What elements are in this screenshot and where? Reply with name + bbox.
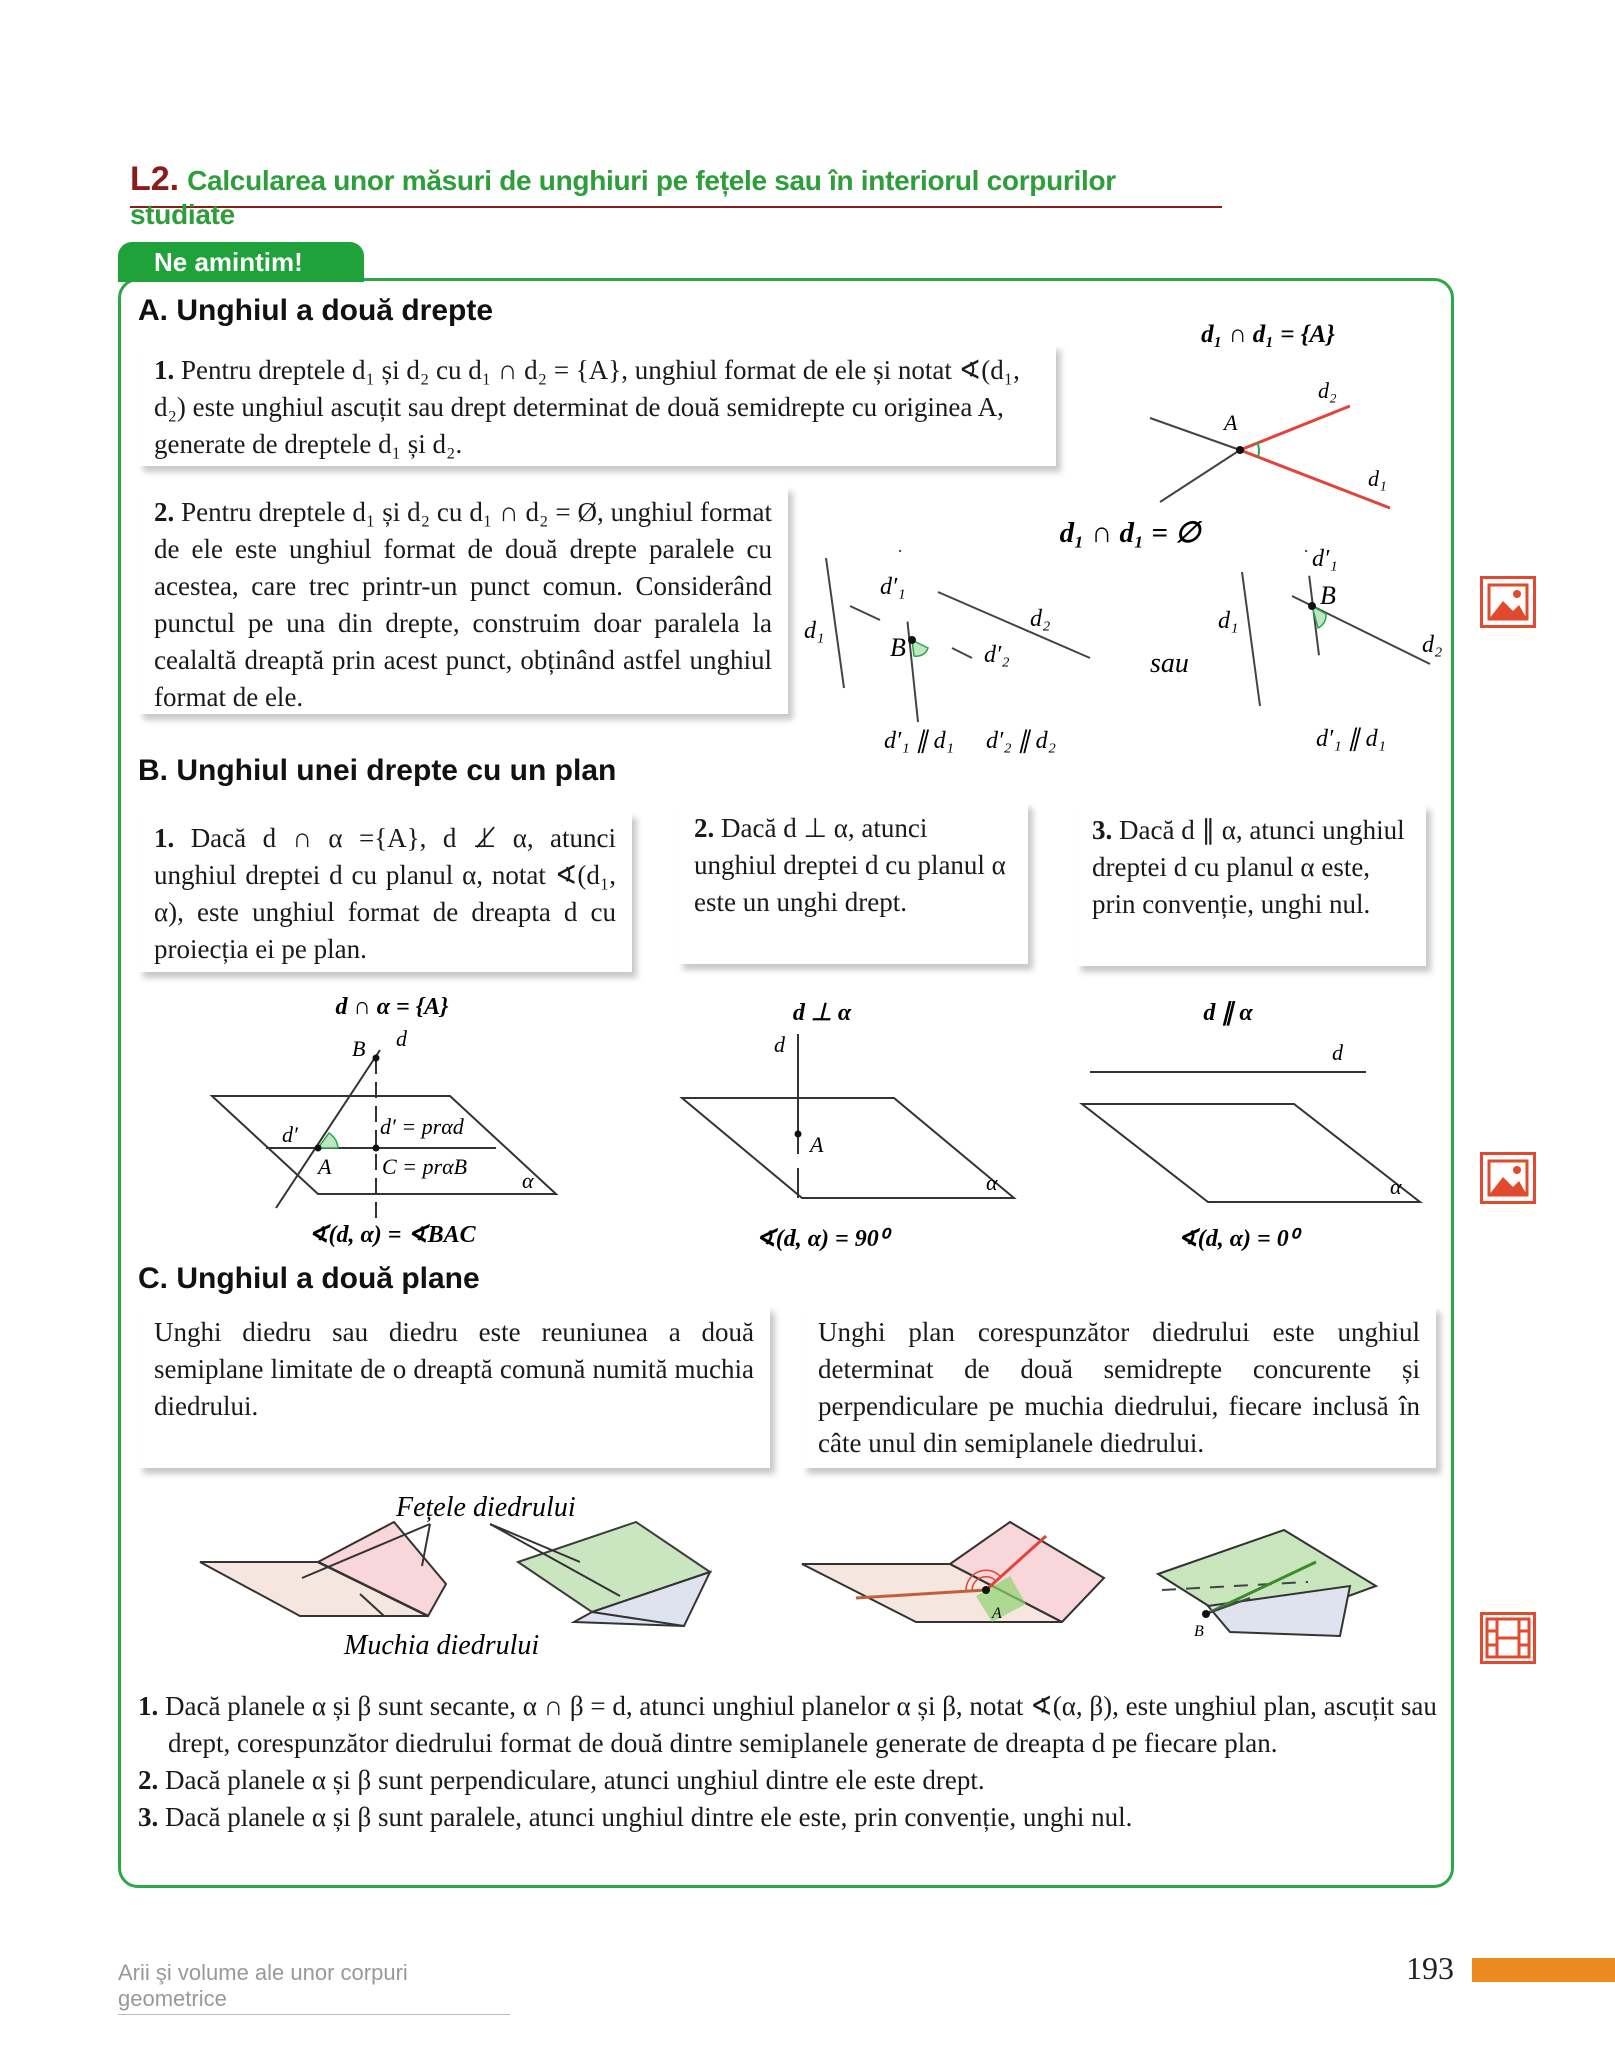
line-d1-right: [1242, 572, 1260, 706]
alpha-label: α: [1390, 1174, 1402, 1199]
d2-label: d₂: [1030, 606, 1051, 632]
point-c: [373, 1145, 380, 1152]
line-d1-prime-right: [1306, 550, 1326, 712]
d2-prime-label: d′₂: [984, 642, 1010, 668]
d1-label: d₁: [1218, 608, 1239, 634]
rule-number: 3.: [138, 1802, 159, 1832]
figure-caption-top: d ∩ α = {A}: [335, 994, 449, 1020]
a-label: A: [318, 1154, 332, 1179]
point-a: [1236, 446, 1244, 454]
or-word: sau: [1150, 648, 1189, 679]
section-c-box-dihedral: [138, 1306, 770, 1468]
image-icon[interactable]: [1480, 1152, 1536, 1204]
rule-2: [138, 1762, 1438, 1799]
item-number: 1.: [154, 355, 175, 385]
figure-caption-top: d ⊥ α: [792, 1000, 852, 1026]
item-text: Dacă d ⊥ α, atunci unghiul dreptei d cu planul α este un unghi drept.: [694, 813, 1006, 917]
rule-text: Dacă planele α și β sunt secante, α ∩ β = d, atunci unghiul planelor α și β, notat ∢(α, β), este unghiul plan, ascuțit sau drept, corespunzător diedrului format de două dintre semiplanele generate de dreapta d pe fiecare plan.: [165, 1691, 1437, 1758]
plane-alpha: [1082, 1104, 1420, 1202]
point-b-right: [1308, 602, 1316, 610]
item-text: Dacă d ∥ α, atunci unghiul dreptei d cu planul α este, prin convenție, unghi nul.: [1092, 815, 1405, 919]
d-label: d: [774, 1032, 785, 1057]
lesson-title-text: Calcularea unor măsuri de unghiuri pe fețele sau în interiorul corpurilor studiate: [130, 165, 1116, 230]
b-label: B: [352, 1036, 366, 1061]
projection-label: d′ = prαd: [380, 1114, 464, 1139]
item-text: Pentru dreptele d₁ și d₂ cu d₁ ∩ d₂ = {A}, unghiul format de ele și notat ∢(d₁, d₂) este unghiul ascuțit sau drept determinat de două semidrepte cu originea A, generate de dreptele d₁ și d₂.: [154, 355, 1020, 459]
item-number: 2.: [154, 497, 175, 527]
dihedral-definition: Unghi diedru sau diedru este reuniunea a două semiplane limitate de o dreaptă comună numită muchia diedrului.: [154, 1317, 754, 1421]
section-c-title: C. Unghiul a două plane: [138, 1262, 480, 1295]
page-bar: [1472, 1958, 1615, 1982]
figure-caption: d₁ ∩ d₁ = {A}: [1201, 321, 1335, 348]
section-a-item-2: [138, 486, 788, 714]
lesson-title: [130, 160, 1222, 230]
figure-parallel-lines: [790, 510, 1450, 760]
faces-label: Fețele diedrului: [396, 1492, 576, 1523]
image-icon[interactable]: [1480, 576, 1536, 628]
section-b-item-1: [138, 812, 632, 972]
line-d2: [938, 592, 1090, 658]
d1-label: d₁: [1368, 466, 1387, 491]
parallel-caption: d′₁ ∥ d₁: [1316, 726, 1386, 752]
film-icon[interactable]: [1480, 1612, 1536, 1664]
figure-caption-top: d ∥ α: [1203, 1000, 1253, 1026]
point-a: [795, 1131, 802, 1138]
plane-angle-rules: [138, 1688, 1438, 1836]
alpha-label: α: [522, 1168, 534, 1193]
a-label: A: [992, 1605, 1002, 1622]
line-d2-prime-a: [850, 606, 880, 620]
item-number: 2.: [694, 813, 715, 843]
d1-label: d₁: [804, 618, 825, 644]
a-label: A: [810, 1132, 824, 1157]
d2-label: d₂: [1318, 378, 1337, 403]
section-b-title: B. Unghiul unei drepte cu un plan: [138, 754, 617, 787]
plane-angle-definition: Unghi plan corespunzător diedrului este unghiul determinat de două semidrepte concurente și perpendiculare pe muchia diedrului, fiecare inclusă în câte unul din semiplanele diedrului.: [818, 1317, 1420, 1458]
line-d2-red: [1240, 406, 1350, 450]
figure-caption: d₁ ∩ d₁ = ∅: [1059, 517, 1201, 549]
d1-prime-label: d′₁: [880, 574, 906, 600]
item-number: 1.: [154, 823, 175, 853]
section-c-box-plane-angle: [802, 1306, 1436, 1468]
point-a: [982, 1586, 990, 1594]
rule-text: Dacă planele α și β sunt paralele, atunci unghiul dintre ele este, prin convenție, unghi nul.: [165, 1802, 1133, 1832]
plane-alpha: [212, 1096, 556, 1194]
parallel-caption-2: d′₂ ∥ d₂: [986, 728, 1056, 754]
item-text: Pentru dreptele d₁ și d₂ cu d₁ ∩ d₂ = Ø, unghiul format de ele este unghiul format de două drepte paralele cu acestea, care trec printr-un punct comun. Considerând punctul pe una din drepte, construim doar paralela la cealaltă dreaptă prin acest punct, obținând astfel unghiul format de ele.: [154, 497, 773, 712]
section-b-item-2: [678, 802, 1028, 964]
d-label: d: [396, 1026, 407, 1051]
edge-label: Muchia diedrului: [344, 1630, 540, 1661]
line-d2-prime-b: [952, 648, 972, 658]
figure-dihedral-angles: [190, 1486, 1450, 1666]
line-d1: [826, 558, 844, 688]
parallel-caption-1: d′₁ ∥ d₁: [884, 728, 954, 754]
reminder-tab: Ne amintim!: [118, 242, 364, 282]
angle-arc: [1257, 442, 1259, 457]
point-a: [315, 1145, 322, 1152]
rule-text: Dacă planele α și β sunt perpendiculare, atunci unghiul dintre ele este drept.: [165, 1765, 985, 1795]
d-prime-label: d′: [282, 1122, 298, 1147]
point-b: [908, 636, 916, 644]
line-d2-left: [1160, 450, 1240, 502]
rule-3: [138, 1799, 1438, 1836]
point-label: B: [1320, 581, 1336, 610]
item-text: Dacă d ∩ α ={A}, d ⊥̸ α, atunci unghiul dreptei d cu planul α, notat ∢(d₁, α), este unghiul format de dreapta d cu proiecția ei pe plan.: [154, 823, 616, 964]
figure-line-perpendicular-plane: [674, 994, 1034, 1264]
figure-caption-bottom: ∢(d, α) = ∢BAC: [308, 1222, 476, 1248]
d2-label: d₂: [1422, 632, 1443, 658]
figure-line-plane-angle: [200, 984, 580, 1254]
chapter-footer: Arii şi volume ale unor corpuri geometrice: [118, 1960, 510, 2015]
alpha-label: α: [986, 1170, 998, 1195]
b-label: B: [1194, 1623, 1204, 1640]
point-label: A: [1224, 410, 1238, 435]
point-label: B: [890, 633, 906, 662]
section-a-item-1: [138, 344, 1056, 466]
c-label: C = prαB: [382, 1154, 468, 1179]
lesson-code: L2.: [130, 160, 180, 198]
plane-alpha: [682, 1098, 1014, 1198]
rule-number: 2.: [138, 1765, 159, 1795]
point-b: [373, 1055, 380, 1062]
point-b: [1202, 1610, 1210, 1618]
figure-caption-bottom: ∢(d, α) = 90⁰: [755, 1226, 889, 1252]
item-number: 3.: [1092, 815, 1113, 845]
section-b-item-3: [1076, 804, 1426, 966]
figure-intersecting-lines: [1140, 320, 1410, 520]
d-label: d: [1332, 1040, 1343, 1065]
figure-caption-bottom: ∢(d, α) = 0⁰: [1177, 1226, 1299, 1252]
rule-1: [138, 1688, 1438, 1762]
page-number: 193: [1406, 1950, 1454, 1986]
figure-line-parallel-plane: [1074, 994, 1434, 1264]
rule-number: 1.: [138, 1691, 159, 1721]
section-a-title: A. Unghiul a două drepte: [138, 294, 494, 327]
d1-prime-label: d′₁: [1312, 546, 1338, 572]
